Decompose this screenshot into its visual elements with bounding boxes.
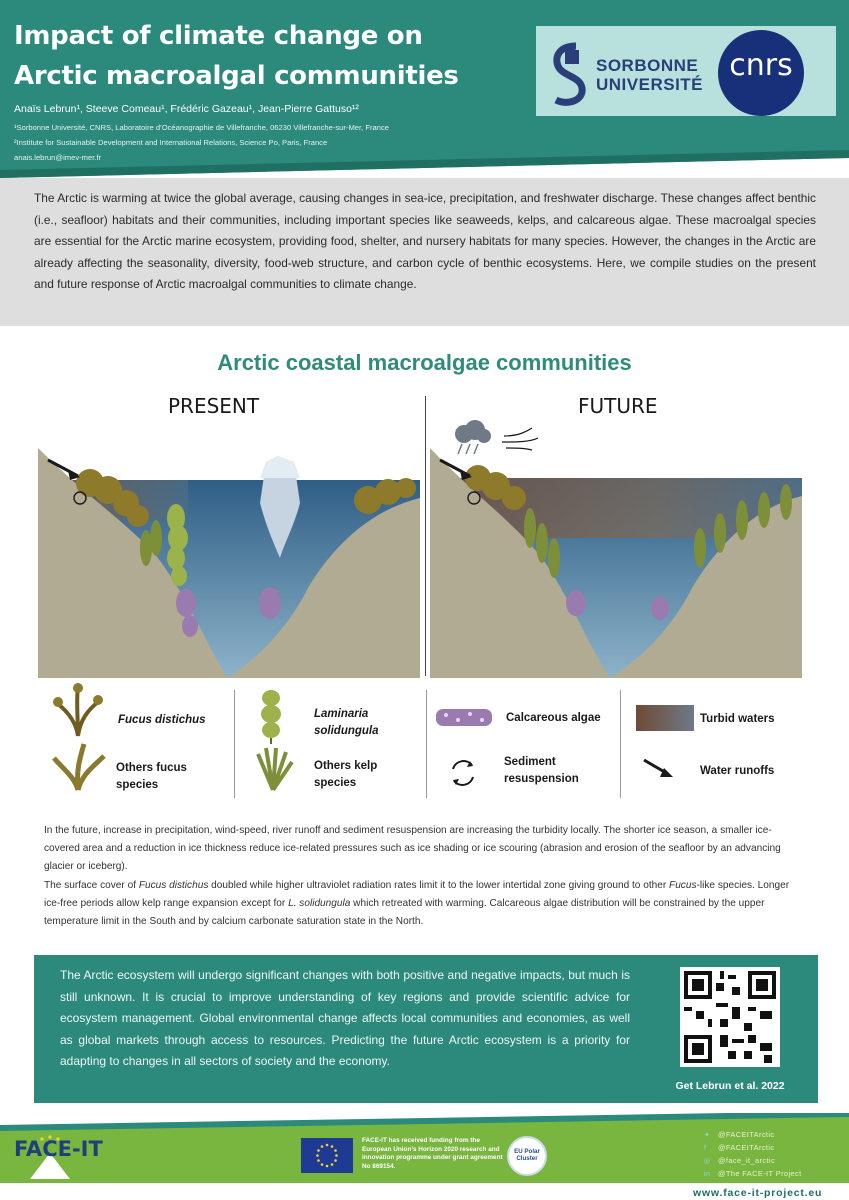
affiliation-2: ²Institute for Sustainable Development and International Relations, Science Po, Paris, France [14, 138, 328, 147]
social-instagram[interactable]: ◎ @face_it_arctic [704, 1156, 776, 1165]
legend-turbid: Turbid waters [700, 713, 775, 725]
present-label: PRESENT [168, 394, 260, 418]
contact-email[interactable]: anais.lebrun@imev-mer.fr [14, 153, 102, 162]
conclusion-box [34, 955, 818, 1103]
water-runoff-arrow-icon [642, 758, 676, 780]
sorbonne-emblem-icon [546, 40, 594, 108]
qr-caption: Get Lebrun et al. 2022 [675, 1080, 785, 1092]
legend-others-fucus: Others fucus species [116, 762, 187, 791]
linkedin-icon: in [704, 1171, 711, 1178]
facebook-icon: f [704, 1145, 707, 1152]
instagram-icon: ◎ [704, 1158, 711, 1165]
cnrs-wordmark: cnrs [729, 48, 793, 83]
eu-polar-cluster-logo: EU Polar Cluster [507, 1136, 547, 1176]
turbid-waters-swatch [636, 705, 694, 731]
future-description [44, 822, 806, 931]
introduction-text: The Arctic is warming at twice the global average, causing changes in sea-ice, precipitation, and freshwater discharge. These changes affect benthic (i.e., seafloor) habitats and their communities, including important species like seaweeds, kelps, and calcareous algae. These macroalgal species are essential for the Arctic marine ecosystem, providing food, shelter, and nursery habitats for many species. However, the changes in the Arctic are already affecting the seasonality, diversity, food-web structure, and carbon cycle of benthic ecosystems. Here, we compile studies on the present and future response of Arctic macroalgal communities to climate change. [34, 191, 816, 291]
future-label: FUTURE [578, 394, 658, 418]
social-linkedin[interactable]: in @The FACE-IT Project [704, 1169, 802, 1178]
social-facebook[interactable]: f @FACEITArctic [704, 1143, 775, 1152]
face-it-wordmark: FACE-IT [14, 1137, 103, 1161]
panel-divider [425, 396, 426, 676]
legend-fucus-distichus: Fucus distichus [118, 714, 206, 726]
authors: Anaïs Lebrun¹, Steeve Comeau¹, Frédéric Gazeau¹, Jean-Pierre Gattuso¹² [14, 103, 359, 115]
legend-divider [234, 690, 235, 798]
conclusion-text: The Arctic ecosystem will undergo significant changes with both positive and negative impacts, but much is still unknown. It is crucial to improve understanding of key regions and provide scientific advice for ecosystem management. Global environmental change affects local communities and economies, as well as global markets through access to resources. Predicting the future Arctic ecosystem is a priority for adapting to changes in all sectors of society and the economy. [60, 968, 630, 1068]
future-description-p1: In the future, increase in precipitation, wind-speed, river runoff and sediment resuspension are increasing the turbidity locally. The shorter ice season, a smaller ice-covered area and a reduction in ice thickness reduce ice-related pressures such as ice shading or ice scouring (abrasion and erosion of the seafloor by an advancing glacier or iceberg). [44, 825, 781, 873]
legend-sediment: Sediment resuspension [504, 756, 579, 785]
sediment-resuspension-icon [446, 756, 480, 790]
legend-divider [426, 690, 427, 798]
calcareous-algae-icon [434, 706, 494, 728]
others-fucus-icon [48, 740, 110, 792]
future-description-p2: The surface cover of Fucus distichus doubled while higher ultraviolet radiation rates limit it to the lower intertidal zone giving ground to other Fucus-like species. Longer ice-free periods allow kelp range expansion except for L. solidungula which retreated with warming. Calcareous algae distribution will be constrained by the upper temperature limit in the South and by calcium carbonate saturation state in the North. [44, 879, 790, 928]
others-kelp-icon [252, 744, 294, 792]
qr-code-icon[interactable] [680, 967, 780, 1067]
legend-laminaria: Laminaria solidungula [314, 708, 379, 737]
poster-title: Impact of climate change on Arctic macroalgal communities [14, 21, 459, 91]
footer-banner [0, 1113, 849, 1200]
twitter-icon: ✦ [704, 1132, 711, 1139]
header-banner [0, 0, 849, 178]
section-title: Arctic coastal macroalgae communities [217, 350, 632, 375]
legend-runoffs: Water runoffs [700, 765, 775, 777]
eu-flag-icon [301, 1138, 353, 1173]
future-illustration [430, 448, 802, 678]
storm-wind-icon [448, 418, 548, 458]
legend-calcareous: Calcareous algae [506, 712, 601, 724]
legend-divider [620, 690, 621, 798]
fucus-distichus-icon [46, 682, 110, 738]
social-twitter[interactable]: ✦ @FACEITArctic [704, 1130, 775, 1139]
sorbonne-wordmark: SORBONNE UNIVERSITÉ [596, 56, 704, 94]
website-link[interactable]: www.face-it-project.eu [693, 1187, 823, 1199]
funding-statement: FACE-IT has received funding from the European Union’s Horizon 2020 research and innovation programme under grant agreement No 869154. [362, 1137, 503, 1171]
cnrs-logo [718, 30, 804, 116]
laminaria-icon [256, 690, 286, 744]
legend-others-kelp: Others kelp species [314, 760, 378, 789]
affiliation-1: ¹Sorbonne Université, CNRS, Laboratoire d’Océanographie de Villefranche, 06230 Villefranche-sur-Mer, France [14, 123, 389, 132]
present-illustration [38, 448, 420, 678]
introduction-box [0, 178, 849, 326]
